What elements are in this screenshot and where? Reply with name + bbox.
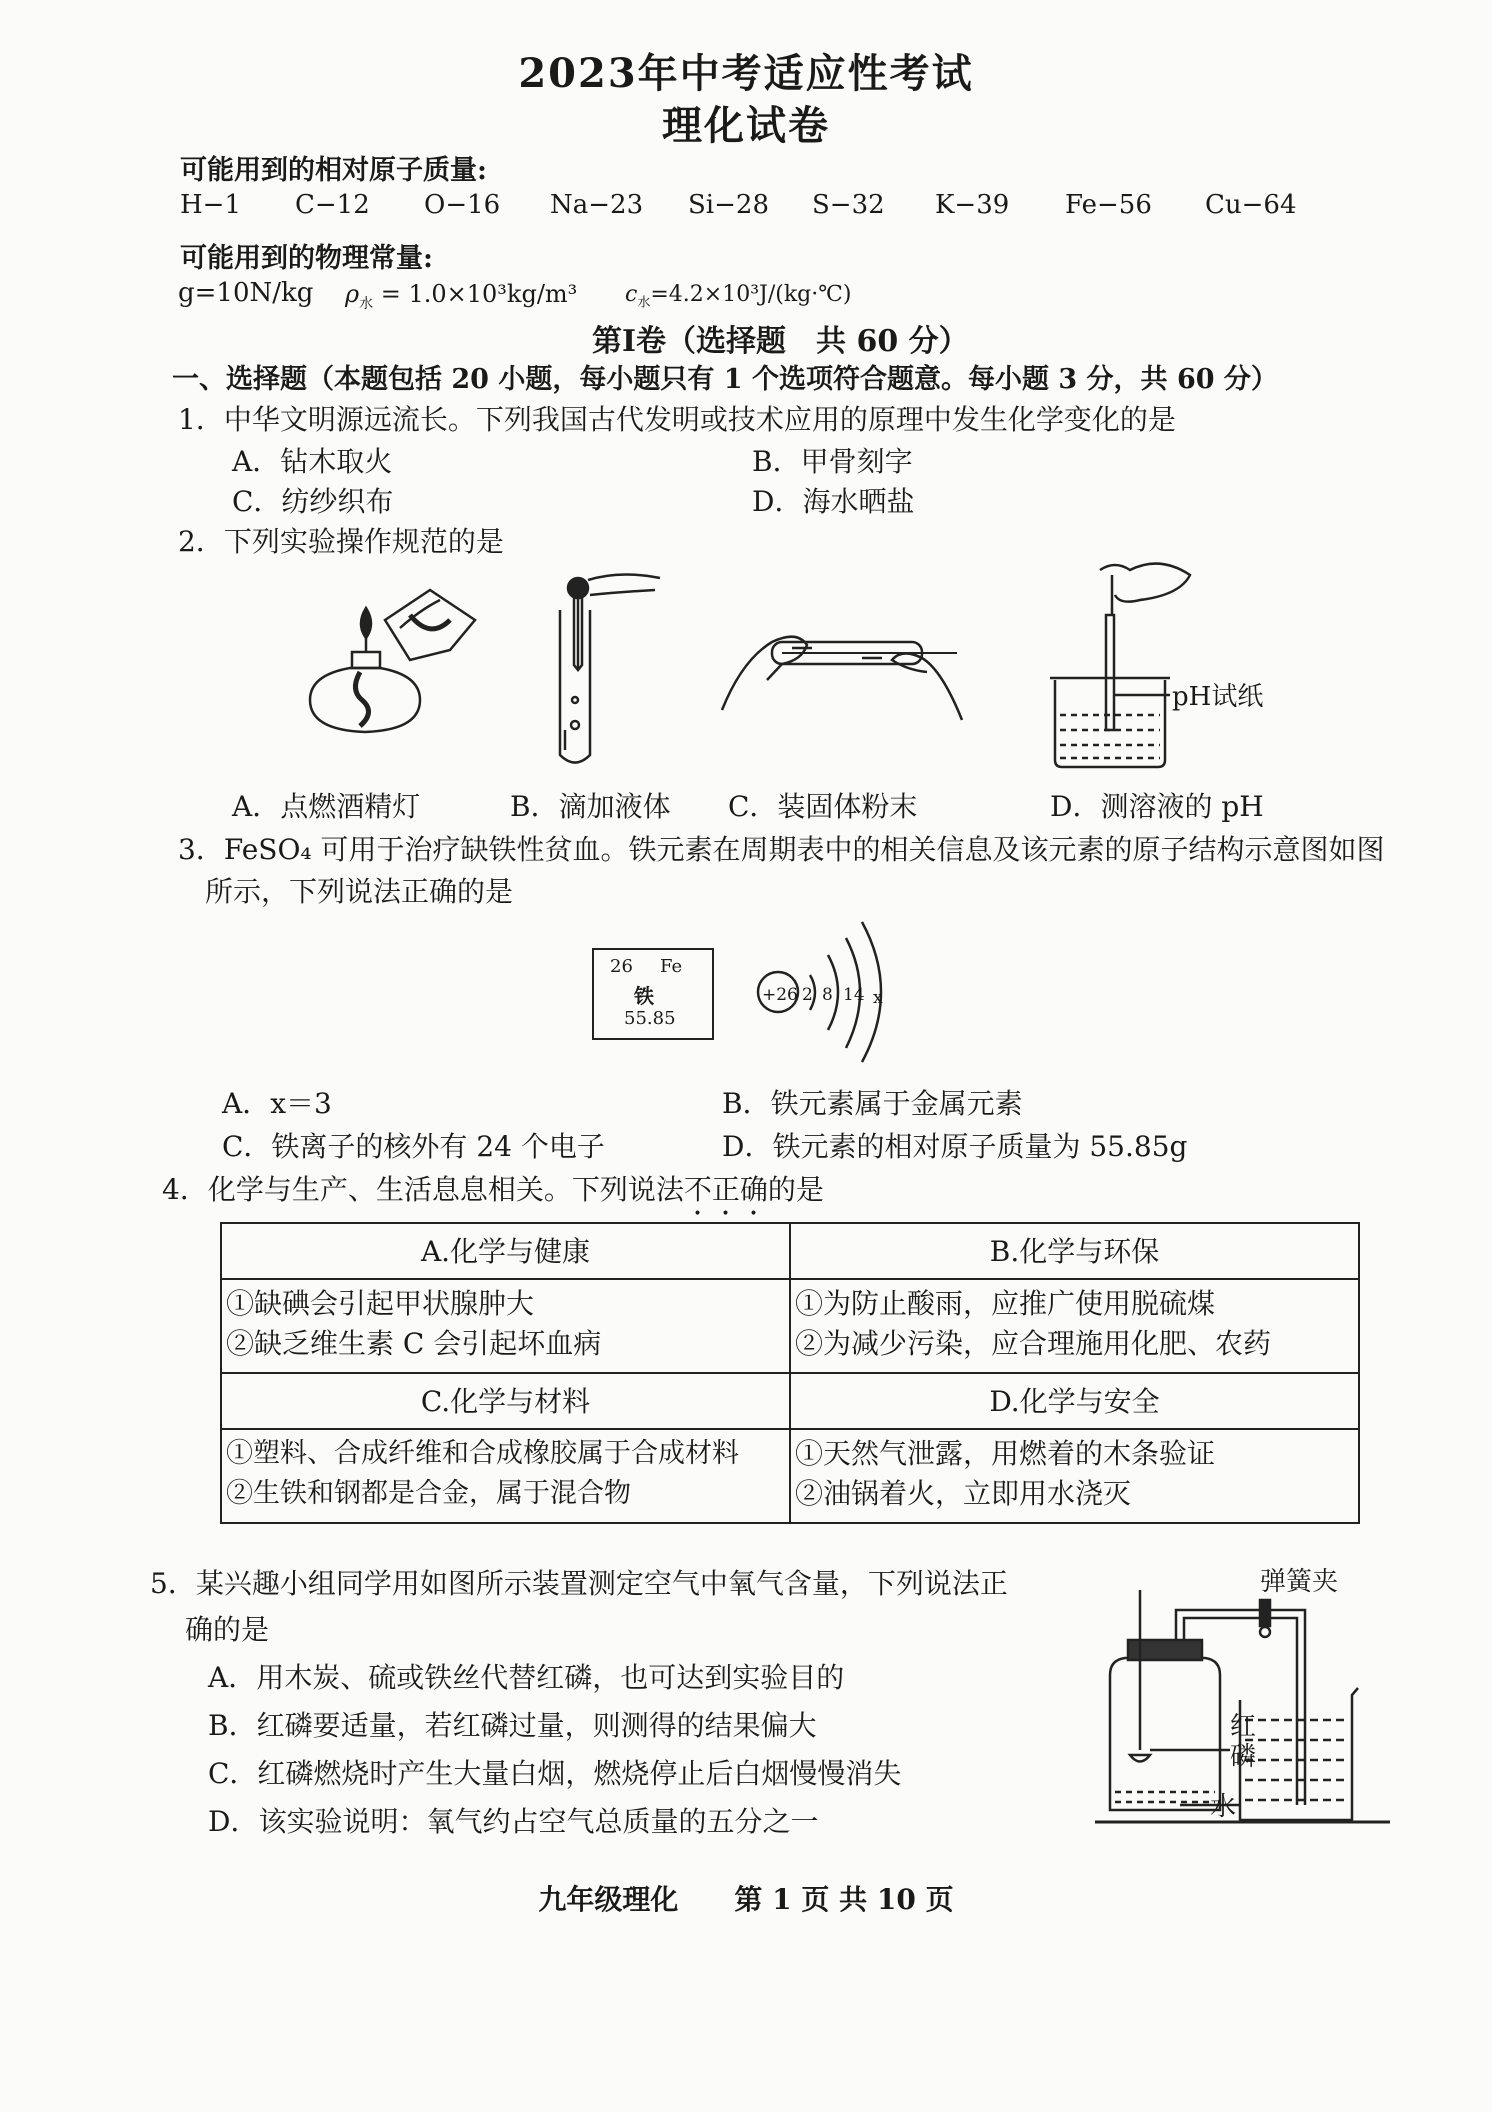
q1-option-a: A．钻木取火 xyxy=(232,445,393,478)
water-density-constant xyxy=(345,280,577,313)
dropper-illustration xyxy=(530,570,670,770)
q4-cell-b-body xyxy=(790,1279,1359,1373)
element-atomic-number: 26 xyxy=(610,956,633,977)
element-name: 铁 xyxy=(634,984,654,1008)
atomic-mass-fe: Fe−56 xyxy=(1065,190,1152,220)
shell-3-electrons: 14 xyxy=(843,985,865,1005)
page-footer: 九年级理化 第 1 页 共 10 页 xyxy=(538,1883,954,1916)
c-symbol: c xyxy=(625,282,638,307)
q4-a-item-1: ①缺碘会引起甲状腺肿大 xyxy=(226,1287,535,1320)
q2-caption-a: A．点燃酒精灯 xyxy=(232,790,421,823)
q5-option-a: A．用木炭、硫或铁丝代替红磷，也可达到实验目的 xyxy=(208,1661,845,1694)
red-phosphorus-label-1: 红 xyxy=(1230,1712,1257,1742)
atomic-mass-s: S−32 xyxy=(812,190,885,220)
q5-stem-line2: 确的是 xyxy=(185,1613,270,1646)
oxygen-measurement-apparatus xyxy=(1090,1567,1390,1840)
shell-2-electrons: 8 xyxy=(822,985,833,1005)
q5-option-c: C．红磷燃烧时产生大量白烟，燃烧停止后白烟慢慢消失 xyxy=(208,1757,902,1790)
q4-cell-a-body xyxy=(221,1279,790,1373)
q5-stem-line1: 5．某兴趣小组同学用如图所示装置测定空气中氧气含量，下列说法正 xyxy=(150,1567,1008,1600)
rho-value: = 1.0×10³kg/m³ xyxy=(373,280,578,308)
atomic-mass-na: Na−23 xyxy=(550,190,644,220)
ph-test-illustration xyxy=(1040,555,1280,775)
q4-cell-d-head: D.化学与安全 xyxy=(790,1373,1359,1429)
alcohol-lamp-illustration xyxy=(290,580,490,770)
q3-option-c: C．铁离子的核外有 24 个电子 xyxy=(222,1130,605,1163)
q5-option-d: D．该实验说明：氧气约占空气总质量的五分之一 xyxy=(208,1805,819,1838)
q4-cell-d-body xyxy=(790,1429,1359,1523)
q3-option-a: A．x＝3 xyxy=(222,1087,332,1120)
c-value: =4.2×10³J/(kg·℃) xyxy=(650,282,852,307)
exam-subtitle: 理化试卷 xyxy=(662,102,830,149)
physics-constants-label: 可能用到的物理常量: xyxy=(180,243,433,274)
atomic-mass-o: O−16 xyxy=(424,190,501,220)
red-phosphorus-label-2: 磷 xyxy=(1230,1742,1257,1772)
iron-element-tile xyxy=(592,948,714,1040)
q4-d-item-2: ②油锅着火，立即用水浇灭 xyxy=(795,1477,1132,1510)
q2-caption-b: B．滴加液体 xyxy=(510,790,671,823)
element-symbol: Fe xyxy=(660,956,683,977)
powder-loading-illustration xyxy=(712,600,972,730)
atomic-mass-c: C−12 xyxy=(295,190,370,220)
element-relative-mass: 55.85 xyxy=(624,1008,676,1029)
q1-option-b: B．甲骨刻字 xyxy=(752,445,913,478)
ph-paper-label: pH试纸 xyxy=(1172,682,1264,712)
iron-atom-structure-diagram xyxy=(750,910,900,1060)
water-specific-heat-constant xyxy=(625,282,851,310)
q3-stem-line1: 3．FeSO₄ 可用于治疗缺铁性贫血。铁元素在周期表中的相关信息及该元素的原子结构示意图如图 xyxy=(178,833,1385,866)
q3-stem-line2: 所示，下列说法正确的是 xyxy=(205,875,514,908)
q1-option-d: D．海水晒盐 xyxy=(752,485,915,518)
q4-stem-emphasis: 不正确 xyxy=(683,1173,768,1206)
q4-cell-b-head: B.化学与环保 xyxy=(790,1223,1359,1279)
exam-title: 2023年中考适应性考试 xyxy=(518,50,974,97)
c-subscript: 水 xyxy=(637,295,651,311)
water-label: 水 xyxy=(1210,1792,1237,1822)
q2-caption-c: C．装固体粉末 xyxy=(728,790,918,823)
q2-caption-d: D．测溶液的 pH xyxy=(1050,790,1264,823)
atomic-mass-label: 可能用到的相对原子质量: xyxy=(180,155,487,186)
rho-subscript: 水 xyxy=(359,295,374,312)
q3-option-d: D．铁元素的相对原子质量为 55.85g xyxy=(722,1130,1188,1163)
q4-stem-prefix: 4．化学与生产、生活息息相关。下列说法 xyxy=(162,1173,684,1206)
q4-stem xyxy=(162,1168,824,1222)
atomic-mass-si: Si−28 xyxy=(688,190,769,220)
q4-b-item-1: ①为防止酸雨，应推广使用脱硫煤 xyxy=(795,1287,1216,1320)
q2-stem: 2．下列实验操作规范的是 xyxy=(178,525,504,558)
volume-title: 第Ⅰ卷（选择题 共 60 分） xyxy=(592,324,969,359)
q4-cell-c-head: C.化学与材料 xyxy=(221,1373,790,1429)
atomic-mass-k: K−39 xyxy=(935,190,1010,220)
atomic-mass-h: H−1 xyxy=(180,190,242,220)
q4-a-item-2: ②缺乏维生素 C 会引起坏血病 xyxy=(226,1327,602,1360)
q4-d-item-1: ①天然气泄露，用燃着的木条验证 xyxy=(795,1437,1216,1470)
q4-cell-a-head: A.化学与健康 xyxy=(221,1223,790,1279)
gravity-constant: g=10N/kg xyxy=(178,278,314,308)
q4-cell-c-body xyxy=(221,1429,790,1523)
q3-option-b: B．铁元素属于金属元素 xyxy=(722,1087,1023,1120)
q5-option-b: B．红磷要适量，若红磷过量，则测得的结果偏大 xyxy=(208,1709,817,1742)
atomic-mass-cu: Cu−64 xyxy=(1205,190,1297,220)
shell-4-electrons: x xyxy=(873,988,883,1008)
atom-nucleus-charge: +26 xyxy=(762,985,798,1005)
part-title: 一、选择题（本题包括 20 小题，每小题只有 1 个选项符合题意。每小题 3 分，共 60 分） xyxy=(172,364,1278,395)
q4-c-item-2: ②生铁和钢都是合金，属于混合物 xyxy=(226,1478,631,1509)
q1-stem: 1．中华文明源远流长。下列我国古代发明或技术应用的原理中发生化学变化的是 xyxy=(178,403,1176,436)
shell-1-electrons: 2 xyxy=(802,985,813,1005)
rho-symbol: ρ xyxy=(345,280,360,308)
q4-b-item-2: ②为减少污染，应合理施用化肥、农药 xyxy=(795,1327,1272,1360)
q4-c-item-1: ①塑料、合成纤维和合成橡胶属于合成材料 xyxy=(226,1438,739,1469)
q1-option-c: C．纺纱织布 xyxy=(232,485,394,518)
q4-table xyxy=(220,1222,1360,1524)
q4-stem-suffix: 的是 xyxy=(767,1173,824,1206)
spring-clamp-label: 弹簧夹 xyxy=(1260,1567,1339,1597)
